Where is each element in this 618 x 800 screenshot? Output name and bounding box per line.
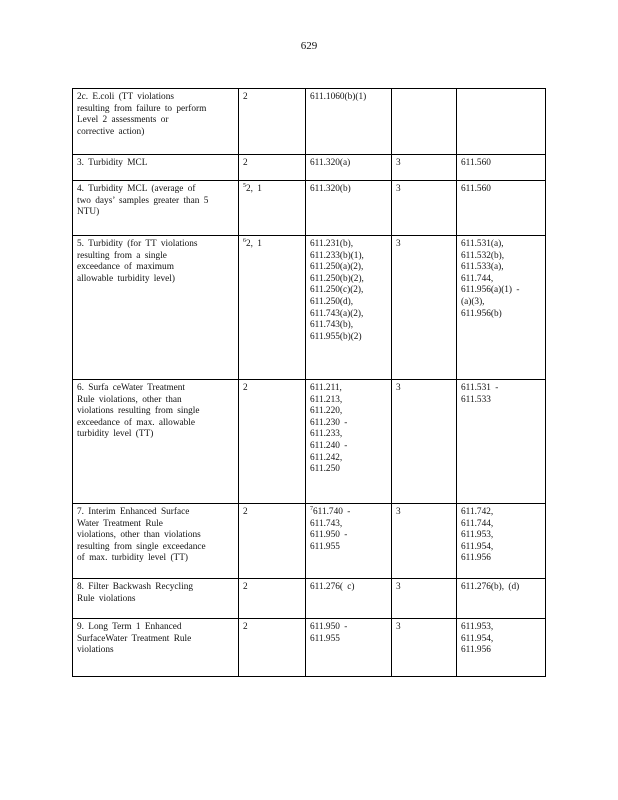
tier-code-cell: [239, 181, 306, 236]
rule-citation-cell: [306, 181, 392, 236]
table-row: [73, 155, 546, 181]
notice-tier: 3: [396, 383, 401, 393]
tier-code-cell: [239, 236, 306, 380]
tier-code-cell: [239, 579, 306, 619]
table-row: [73, 619, 546, 677]
rule-citation: 611.740 - 611.743, 611.950 - 611.955: [310, 507, 351, 552]
rule-citation: 611.231(b), 611.233(b)(1), 611.250(a)(2), 611.250(b)(2), 611.250(c)(2), 611.250(d), 611.743(a)(2), 611.743(b), 611.955(b)(2): [310, 239, 364, 342]
notice-tier: 3: [396, 507, 401, 517]
tier-code-cell: [239, 619, 306, 677]
rule-citation: 611.276( c): [310, 582, 355, 592]
notice-tier-cell: [392, 89, 457, 155]
violation-description-cell: [73, 155, 239, 181]
violation-description: 7. Interim Enhanced Surface Water Treatment Rule violations, other than violations resulting from single exceedance of max. turbidity level (TT): [77, 507, 206, 564]
table-row: [73, 236, 546, 380]
table-row: [73, 579, 546, 619]
violation-description-cell: [73, 579, 239, 619]
violation-description: 4. Turbidity MCL (average of two days’ samples greater than 5 NTU): [77, 184, 209, 218]
violation-description: 9. Long Term 1 Enhanced SurfaceWater Treatment Rule violations: [77, 622, 192, 656]
notice-citation: 611.276(b), (d): [461, 582, 520, 592]
violation-description: 8. Filter Backwash Recycling Rule violations: [77, 582, 193, 604]
rule-citation: 611.320(a): [310, 158, 351, 168]
tier-code: 2, 1: [246, 184, 262, 194]
rule-citation-cell: [306, 380, 392, 504]
table-row: [73, 504, 546, 579]
tier-code: 2: [243, 507, 248, 517]
rule-citation-cell: [306, 619, 392, 677]
notice-tier-cell: [392, 579, 457, 619]
notice-citation-cell: [457, 380, 546, 504]
violation-description-cell: [73, 89, 239, 155]
tier-code-cell: [239, 89, 306, 155]
notice-citation: 611.531(a), 611.532(b), 611.533(a), 611.744, 611.956(a)(1) - (a)(3), 611.956(b): [461, 239, 520, 319]
notice-tier-cell: [392, 181, 457, 236]
notice-citation-cell: [457, 181, 546, 236]
notice-tier: 3: [396, 582, 401, 592]
tier-code: 2, 1: [246, 239, 262, 249]
notice-citation-cell: [457, 504, 546, 579]
notice-citation-cell: [457, 89, 546, 155]
page-number: 629: [300, 40, 318, 52]
notice-citation: 611.560: [461, 158, 491, 168]
tier-code: 2: [243, 383, 248, 393]
tier-code: 2: [243, 92, 248, 102]
table-row: [73, 380, 546, 504]
notice-citation: 611.742, 611.744, 611.953, 611.954, 611.956: [461, 507, 494, 564]
rule-citation: 611.950 - 611.955: [310, 622, 348, 644]
notice-tier-cell: [392, 236, 457, 380]
notice-tier-cell: [392, 155, 457, 181]
violation-description-cell: [73, 380, 239, 504]
notice-citation-cell: [457, 236, 546, 380]
notice-tier-cell: [392, 504, 457, 579]
footnote-marker: 5: [243, 182, 246, 189]
rule-citation: 611.1060(b)(1): [310, 92, 367, 102]
violation-description: 2c. E.coli (TT violations resulting from failure to perform Level 2 assessments or corrective action): [77, 92, 207, 137]
notice-citation: 611.953, 611.954, 611.956: [461, 622, 494, 656]
tier-code-cell: [239, 155, 306, 181]
notice-tier-cell: [392, 619, 457, 677]
rule-citation-cell: [306, 236, 392, 380]
notice-citation-cell: [457, 579, 546, 619]
violation-description: 3. Turbidity MCL: [77, 158, 148, 168]
footnote-marker: 6: [243, 237, 246, 244]
tier-code: 2: [243, 158, 248, 168]
notice-tier: 3: [396, 184, 401, 194]
rule-citation: 611.320(b): [310, 184, 351, 194]
notice-citation-cell: [457, 155, 546, 181]
notice-tier-cell: [392, 380, 457, 504]
table-row: [73, 89, 546, 155]
rule-citation-cell: [306, 155, 392, 181]
notice-citation: 611.531 - 611.533: [461, 383, 499, 405]
notice-tier: 3: [396, 239, 401, 249]
violation-description: 5. Turbidity (for TT violations resulting from a single exceedance of maximum allowable turbidity level): [77, 239, 198, 284]
tier-code-cell: [239, 380, 306, 504]
notice-citation-cell: [457, 619, 546, 677]
violation-description-cell: [73, 619, 239, 677]
rule-citation-cell: [306, 89, 392, 155]
rule-citation: 611.211, 611.213, 611.220, 611.230 - 611.233, 611.240 - 611.242, 611.250: [310, 383, 348, 475]
footnote-marker: 7: [310, 505, 313, 512]
rule-citation-cell: [306, 579, 392, 619]
rule-citation-cell: [306, 504, 392, 579]
violation-description: 6. Surfa ceWater Treatment Rule violations, other than violations resulting from single exceedance of max. allowable turbidity level (TT): [77, 383, 200, 440]
notice-tier: 3: [396, 622, 401, 632]
violations-table: [72, 88, 546, 677]
violation-description-cell: [73, 181, 239, 236]
tier-code-cell: [239, 504, 306, 579]
table-row: [73, 181, 546, 236]
violation-description-cell: [73, 236, 239, 380]
notice-citation: 611.560: [461, 184, 491, 194]
violation-description-cell: [73, 504, 239, 579]
tier-code: 2: [243, 582, 248, 592]
tier-code: 2: [243, 622, 248, 632]
notice-tier: 3: [396, 158, 401, 168]
